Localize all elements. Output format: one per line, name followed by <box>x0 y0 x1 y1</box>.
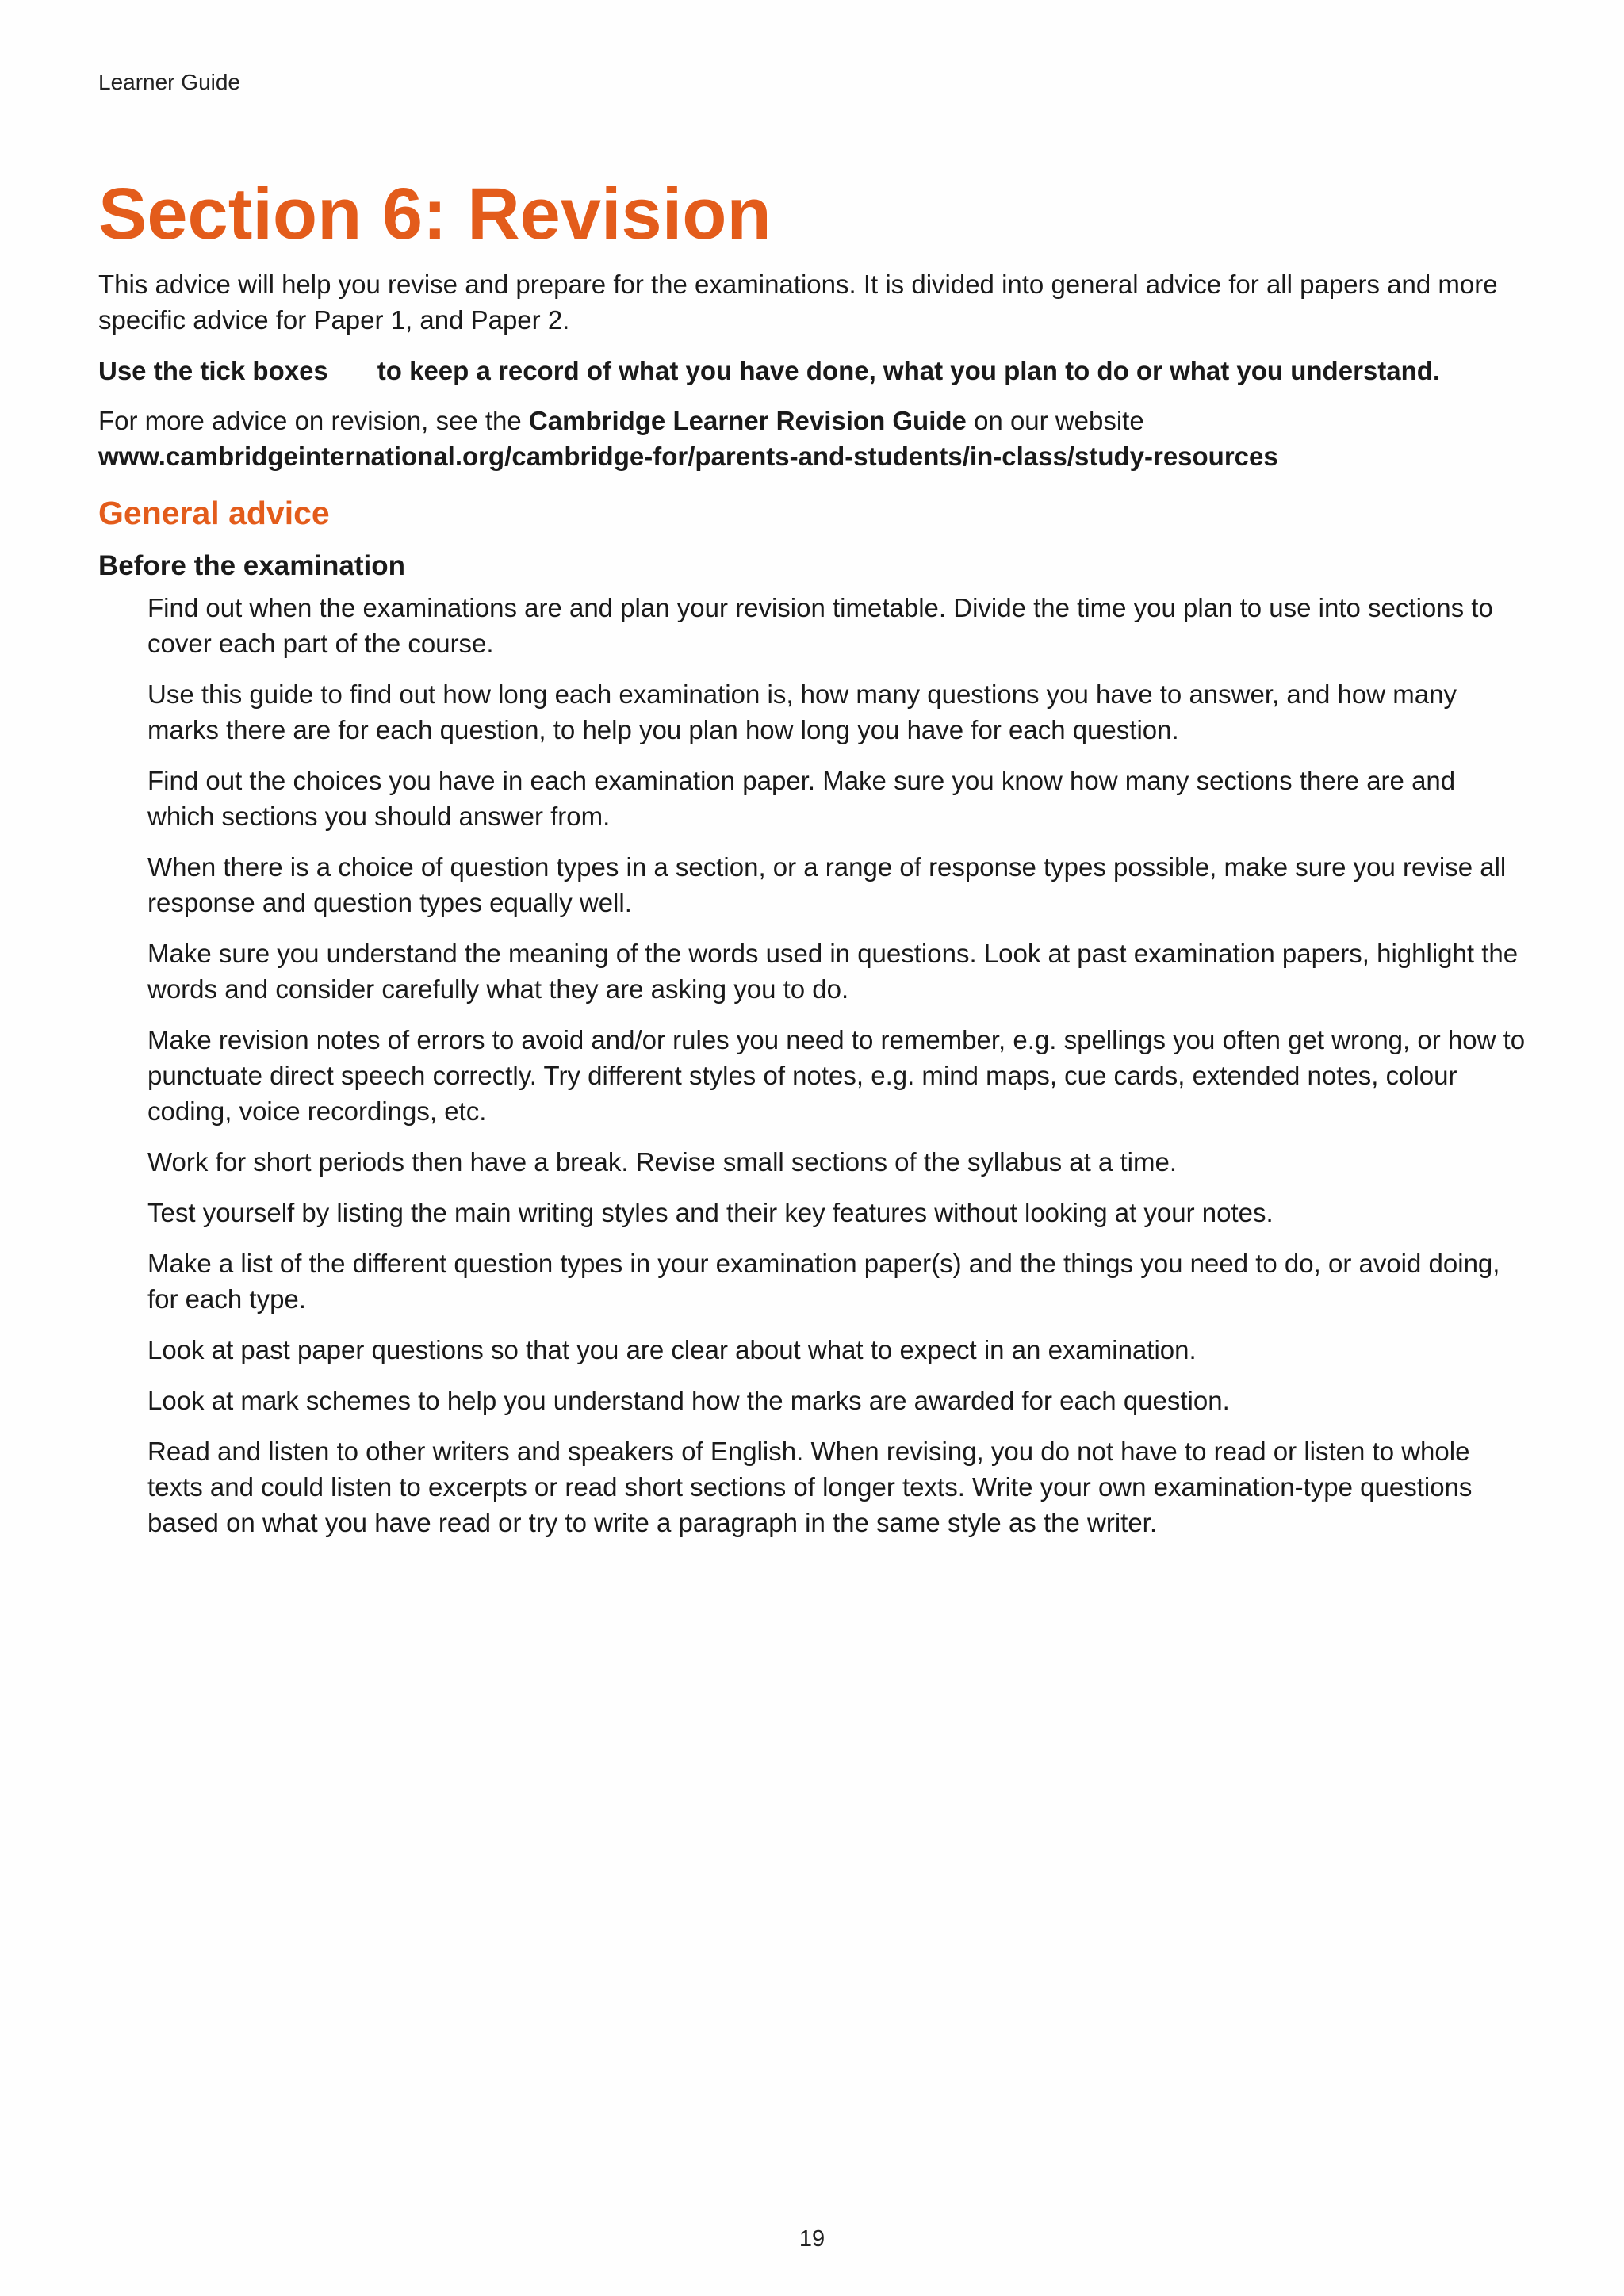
list-item: Make sure you understand the meaning of the words used in questions. Look at past examination papers, highlight the words and consider carefully what they are asking you to do. <box>147 938 1519 1004</box>
list-item: Look at past paper questions so that you are clear about what to expect in an examination. <box>147 1334 1197 1364</box>
main-content <box>98 173 1526 1556</box>
list-item: Make a list of the different question types in your examination paper(s) and the things you need to do, or avoid doing, for each type. <box>147 1248 1500 1314</box>
list-item: Test yourself by listing the main writing styles and their key features without looking at your notes. <box>147 1197 1274 1227</box>
advice-list <box>98 590 1527 1540</box>
before-exam-subheading: Before the examination <box>98 549 406 581</box>
revision-guide-title: Cambridge Learner Revision Guide <box>528 405 967 435</box>
list-item: When there is a choice of question types in a section, or a range of response types possible, make sure you revise all response and question types equally well. <box>147 851 1507 917</box>
tick-box-instruction <box>98 353 1526 388</box>
section-title: Section 6: Revision <box>98 174 772 254</box>
general-advice-heading: General advice <box>98 494 330 531</box>
more-advice-suffix: on our website <box>966 405 1144 435</box>
intro-paragraph: This advice will help you revise and prepare for the examinations. It is divided into general advice for all papers and more specific advice for Paper 1, and Paper 2. <box>98 269 1498 335</box>
list-item: Read and listen to other writers and speakers of English. When revising, you do not have to read or listen to whole texts and could listen to excerpts or read short sections of longer texts. Write your own examination-type questions based on what you have read or try to write a paragraph in the same style as the writer. <box>147 1436 1473 1537</box>
website-link[interactable]: www.cambridgeinternational.org/cambridge-for/parents-and-students/in-class/study-resources <box>98 441 1278 471</box>
more-advice-prefix: For more advice on revision, see the <box>98 405 529 435</box>
list-item: Look at mark schemes to help you understand how the marks are awarded for each question. <box>147 1385 1230 1415</box>
list-item: Use this guide to find out how long each examination is, how many questions you have to answer, and how many marks there are for each question, to help you plan how long you have for each question. <box>147 679 1457 744</box>
more-advice-paragraph <box>98 403 1526 474</box>
tick-instruction-prefix: Use the tick boxes <box>98 355 328 385</box>
tick-instruction-suffix: to keep a record of what you have done, what you plan to do or what you understand. <box>377 355 1441 385</box>
list-item: Make revision notes of errors to avoid and/or rules you need to remember, e.g. spellings you often get wrong, or how to punctuate direct speech correctly. Try different styles of notes, e.g. mind maps, cue cards, extended notes, colour coding, voice recordings, etc. <box>147 1024 1526 1126</box>
page-number: 19 <box>799 2226 825 2252</box>
running-header: Learner Guide <box>98 70 241 94</box>
list-item: Work for short periods then have a break. Revise small sections of the syllabus at a time. <box>147 1146 1177 1177</box>
list-item: Find out when the examinations are and plan your revision timetable. Divide the time you plan to use into sections to cover each part of the course. <box>147 592 1493 658</box>
list-item: Find out the choices you have in each examination paper. Make sure you know how many sections there are and which sections you should answer from. <box>147 765 1456 831</box>
tick-box-icon <box>328 357 377 384</box>
